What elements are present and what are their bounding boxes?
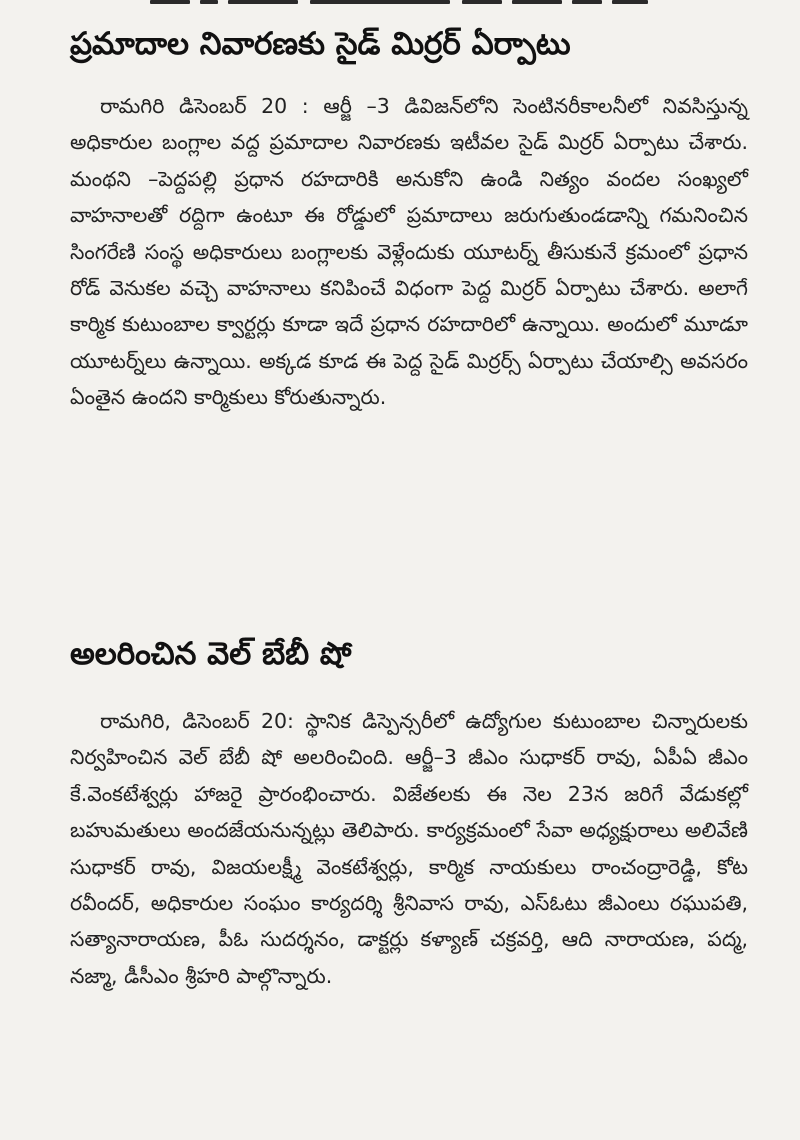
article-body: [70, 703, 748, 994]
article-body-text: రామగిరి, డిసెంబర్ 20: స్థానిక డిస్పెన్సరీలో ఉద్యోగుల కుటుంబాల చిన్నారులకు నిర్వహించిన వెల్ బేబీ షో అలరించింది. ఆర్జీ–3 జీఎం సుధాకర్ రావు, ఏపీఏ జీఎం కే.వెంకటేశ్వర్లు హాజరై ప్రారంభించారు. విజేతలకు ఈ నెల 23న జరిగే వేడుకల్లో బహుమతులు అందజేయనున్నట్లు తెలిపారు. కార్యక్రమంలో సేవా అధ్యక్షురాలు అలివేణి సుధాకర్ రావు, విజయలక్ష్మీ వెంకటేశ్వర్లు, కార్మిక నాయకులు రాంచంద్రారెడ్డి, కోట రవీందర్, అధికారుల సంఘం కార్యదర్శి శ్రీనివాస రావు, ఎస్ఓటు జీఎంలు రఘుపతి, సత్యానారాయణ, పీఓ సుదర్శనం, డాక్టర్లు కళ్యాణ్ చక్రవర్తి, ఆది నారాయణ, పద్మ, నజ్మా, డీసీఎం శ్రీహరి పాల్గొన్నారు.: [70, 709, 748, 988]
article-body-text: రామగిరి డిసెంబర్ 20 : ఆర్జీ –3 డివిజన్‌లోని సెంటినరీకాలనీలో నివసిస్తున్న అధికారుల బంగ్లాల వద్ద ప్రమాదాల నివారణకు ఇటీవల సైడ్ మిర్రర్ ఏర్పాటు చేశారు. మంథని –పెద్దపల్లి ప్రధాన రహదారికి అనుకోని ఉండి నిత్యం వందల సంఖ్యలో వాహనాలతో రద్దిగా ఉంటూ ఈ రోడ్డులో ప్రమాదాలు జరుగుతుండడాన్ని గమనించిన సింగరేణి సంస్థ అధికారులు బంగ్లాలకు వెళ్లేందుకు యూటర్న్ తీసుకునే క్రమంలో ప్రధాన రోడ్ వెనుకల వచ్చె వాహనాలు కనిపించే విధంగా పెద్ద మిర్రర్ ఏర్పాటు చేశారు. అలాగే కార్మిక కుటుంబాల క్వార్టర్లు కూడా ఇదే ప్రధాన రహదారిలో ఉన్నాయి. అందులో మూడూ యూటర్న్‌లు ఉన్నాయి. అక్కడ కూడ ఈ పెద్ద సైడ్ మిర్రర్స్ ఏర్పాటు చేయాల్సి అవసరం ఏంతైన ఉందని కార్మికులు కోరుతున్నారు.: [70, 94, 748, 410]
article-headline: ప్రమాదాల నివారణకు సైడ్ మిర్రర్ ఏర్పాటు: [70, 26, 571, 62]
article-headline: అలరించిన వెల్ బేబీ షో: [70, 636, 352, 672]
cut-off-previous-line: [0, 0, 800, 10]
article-body: [70, 88, 748, 416]
